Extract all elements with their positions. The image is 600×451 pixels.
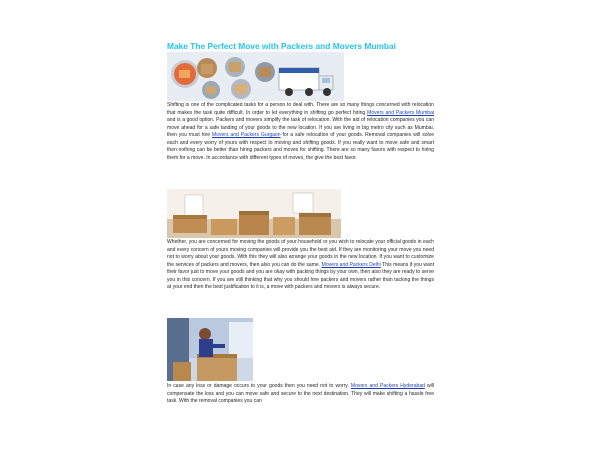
inline-link[interactable]: Movers and Packers Mumbai [367,109,435,116]
inline-link[interactable]: Movers and Packers Delhi [321,261,381,268]
paragraph-text: Whether, you are concerned for moving the goods of your household or you wish to relocate your official goods in each and every concern of yours moving companies will provide you the best aid. If they are monitoring your move you need not to worry about your goods. With this they will also arrange your goods in the new location. If you want to customize the services of packers and movers, then also you can do the same. [167,239,434,268]
paragraph-1 [167,102,434,162]
movers-banner-image [167,52,344,101]
paragraph-3 [167,383,434,406]
paragraph-text: will compensate the loss and you can move safe and secure to the next destination. They will make shifting a hassle free task. With the removal companies you can [167,383,435,405]
paragraph-text: for a safe relocation of your goods. Removal companies will solve each and every worry of yours with respect to moving and shifting goods. If you really want to move safe and smart then nothing can be better than hiring packers and moves for shifting. There are so many favors with respect to hiring them for a move. In accordance with different types of moves, the give the best favor. [167,132,434,161]
paragraph-text: In case any loss or damage occurs to your goods then you need not to worry. [167,383,351,389]
page-title: Make The Perfect Move with Packers and Movers Mumbai [167,41,396,51]
inline-link[interactable]: Movers and Packers Gurgaon [211,132,281,139]
paragraph-text: Shifting is one of the complicated tasks for a person to deal with. There are so many things concerned with relocation that makes the task quite difficult. In order to let everything in shifting go perfect hiring [167,102,434,116]
paragraph-text: This means if you want their favor just to move your goods and you are okay with packing things by your own, then also they are ready to serve you in this concern. If you are still thinking that why you should hire packers and movers rather than tacking the things at your end then the best justification to it is, a move with packers and movers is always secure. [167,261,434,291]
inline-link[interactable]: Movers and Packers Hyderabad [350,383,425,389]
paragraph-text: and is a good option. Packers and movers simplify the task of relocation. With the aid of relocation companies you can move ahead for a safe landing of your goods to the new location. If you are living in big metro city such as Mumbai, then you must hire [167,117,434,139]
cardboard-boxes-image [167,189,341,238]
paragraph-2 [167,239,434,292]
packing-worker-image [167,318,253,381]
